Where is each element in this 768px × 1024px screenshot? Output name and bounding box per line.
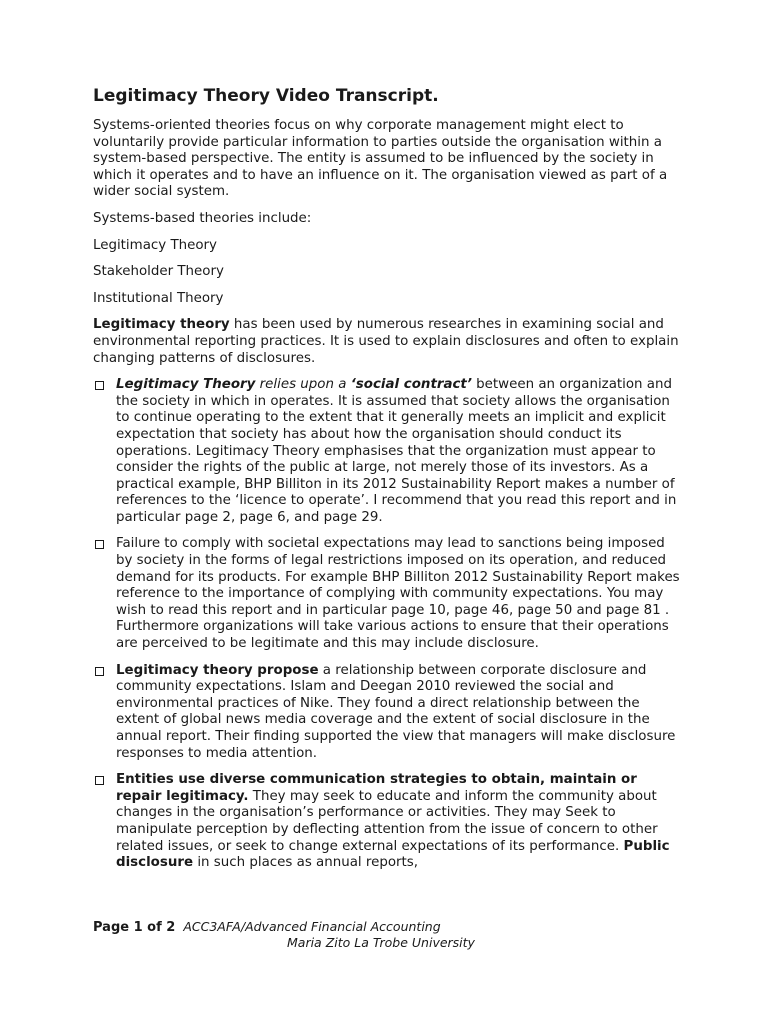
- footer-course: ACC3AFA/Advanced Financial Accounting: [183, 919, 441, 934]
- document-page: [93, 86, 683, 882]
- bullet-bold-phrase: Public disclosure: [116, 838, 670, 871]
- theory-item-institutional: Institutional Theory: [93, 290, 224, 306]
- theory-item-stakeholder: Stakeholder Theory: [93, 264, 224, 280]
- checkbox-bullet-icon: [95, 540, 104, 549]
- page-footer: [93, 919, 693, 950]
- bullet-sanctions: [93, 536, 683, 652]
- bullet-lead: Entities use diverse communication strategies to obtain, maintain or repair legitimacy.: [116, 772, 637, 804]
- bullet-social-contract: [93, 377, 683, 526]
- bullet-lead: Legitimacy theory propose: [116, 662, 319, 678]
- page-number: Page 1 of 2: [93, 920, 176, 935]
- footer-author: Maria Zito La Trobe University: [287, 935, 475, 950]
- bullet-text: Failure to comply with societal expectations may lead to sanctions being imposed by society in the forms of legal restrictions imposed on its operation, and reduced demand for its products. For example BHP Billiton 2012 Sustainability Report makes reference to the importance of complying with community expectations. You may wish to read this report and in particular page 10, page 46, page 50 and page 81 . Furthermore organizations will take various actions to ensure that their operations are perceived to be legitimate and this may include disclosure.: [116, 536, 680, 652]
- checkbox-bullet-icon: [95, 667, 104, 676]
- bullet-text: between an organization and the society in which in operates. It is assumed that society allows the organisation to continue operating to the extent that it generally meets an implicit and explicit expectation that society has about how the organisation should conduct its operations. Legitimacy Theory emphasises that the organization must appear to consider the rights of the public at large, not merely those of its investors. As a practical example, BHP Billiton in its 2012 Sustainability Report makes a number of references to the ‘licence to operate’. I recommend that you read this report and in particular page 2, page 6, and page 29.: [116, 377, 677, 525]
- legitimacy-rest: has been used by numerous researches in examining social and environmental reporting practices. It is used to explain disclosures and often to explain changing patterns of disclosures.: [93, 317, 679, 366]
- bullet-text: in such places as annual reports,: [193, 855, 419, 871]
- bullet-text: relies upon a: [255, 377, 351, 393]
- legitimacy-paragraph: [93, 317, 683, 367]
- checkbox-bullet-icon: [95, 776, 104, 785]
- systems-heading: Systems-based theories include:: [93, 210, 312, 226]
- bullet-list: [93, 377, 683, 872]
- bullet-strategies: [93, 772, 683, 872]
- bullet-propose: [93, 663, 683, 763]
- theory-item-legitimacy: Legitimacy Theory: [93, 237, 217, 253]
- document-title: Legitimacy Theory Video Transcript.: [93, 86, 439, 106]
- bullet-quote: ‘social contract’: [350, 377, 472, 393]
- intro-paragraph: Systems-oriented theories focus on why corporate management might elect to voluntarily provide particular information to parties outside the organisation within a system-based perspective. The entity is assumed to be influenced by the society in which it operates and to have an influence on it. The organisation viewed as part of a wider social system.: [93, 118, 668, 200]
- bullet-text: They may seek to educate and inform the community about changes in the organisation’s performance or activities. They may Seek to manipulate perception by deflecting attention from the issue of concern to other related issues, or seek to change external expectations of its performance.: [116, 788, 658, 854]
- bullet-text: a relationship between corporate disclosure and community expectations. Islam and Deegan 2010 reviewed the social and environmental practices of Nike. They found a direct relationship between the extent of global news media coverage and the extent of social disclosure in the annual report. Their finding supported the view that managers will make disclosure responses to media attention.: [116, 662, 676, 761]
- bullet-lead: Legitimacy Theory: [116, 377, 256, 393]
- legitimacy-lead: Legitimacy theory: [93, 317, 230, 333]
- checkbox-bullet-icon: [95, 381, 104, 390]
